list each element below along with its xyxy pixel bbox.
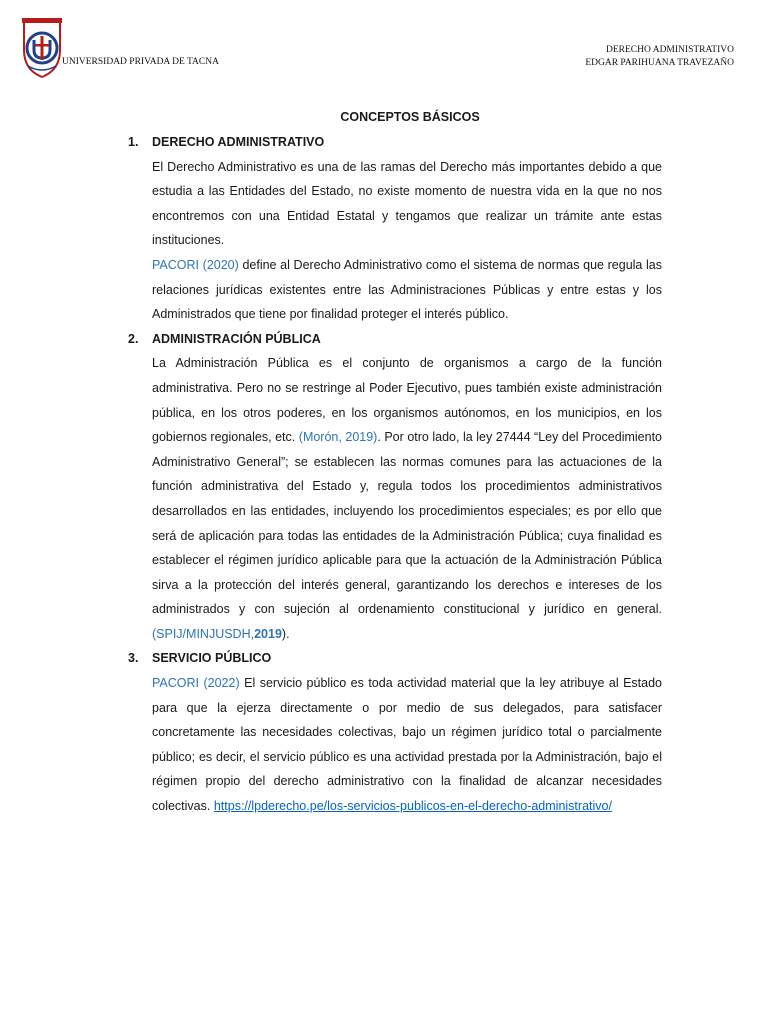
paragraph: El Derecho Administrativo es una de las ramas del Derecho más importantes debido a que estudia a las Entidades del Estado, no existe momento de nuestra vida en la que no nos encontremos con una Entidad Estatal y tengamos que realizar un trámite ante estas instituciones. — [152, 159, 662, 248]
section-heading — [128, 130, 662, 155]
citation — [152, 627, 282, 641]
university-name: UNIVERSIDAD PRIVADA DE TACNA — [62, 57, 219, 67]
paragraph — [152, 253, 662, 327]
paragraph-text: define al Derecho Administrativo como el sistema de normas que regula las relaciones jurídicas existentes entre las Administraciones Públicas y entre estas y los Administrados que tiene por finalidad proteger el interés público. — [152, 257, 663, 322]
author-name: EDGAR PARIHUANA TRAVEZAÑO — [585, 57, 734, 68]
citation: (Morón, 2019) — [298, 430, 378, 445]
section-title: ADMINISTRACIÓN PÚBLICA — [152, 331, 321, 346]
section-heading — [128, 646, 662, 671]
paragraph — [152, 671, 662, 819]
university-crest-icon — [20, 14, 64, 80]
section-title: DERECHO ADMINISTRATIVO — [152, 135, 325, 149]
document-body — [128, 108, 662, 819]
citation: PACORI (2022) — [152, 676, 240, 691]
document-title: CONCEPTOS BÁSICOS — [340, 110, 480, 124]
paragraph-text: . Por otro lado, la ley 27444 “Ley del Procedimiento Administrativo General”; se establecen las normas comunes para las actuaciones de la función administrativa del Estado y, regula todos los procedimientos administrativos desarrollados en las entidades, incluyendo los procedimientos especiales; es por ello que será de aplicación para todas las entidades de la Administración Pública; cuya finalidad es establecer el régimen jurídico aplicable para que la actuación de la Administración Pública sirva a la protección del interés general, garantizando los derechos e intereses de los administrados y con sujeción al ordenamiento constitucional y jurídico en general. — [152, 430, 662, 617]
section-number: 1. — [128, 135, 139, 149]
page-header — [0, 0, 768, 90]
citation: PACORI (2020) — [152, 257, 239, 272]
section-number: 2. — [128, 331, 139, 346]
course-name: DERECHO ADMINISTRATIVO — [606, 45, 734, 55]
section-heading — [128, 327, 662, 352]
paragraph-text: La Administración Pública es el conjunto de organismos a cargo de la función administrativa. Pero no se restringe al Poder Ejecutivo, pues también existe administración pública, en los otros poderes, en los organismos autónomos, en los municipios, en los gobiernos regionales, etc. — [152, 356, 662, 445]
citation-year: 2019 — [254, 626, 282, 641]
citation-part: (SPIJ/MINJUSDH, — [152, 626, 255, 641]
paragraph-text: ). — [281, 626, 290, 641]
paragraph-text: El servicio público es toda actividad material que la ley atribuye al Estado para que la ejerza directamente o por medio de sus delegados, para satisfacer concretamente las necesidades colectivas, bajo un régimen jurídico total o parcialmente público; es decir, el servicio público es una actividad prestada por la Administración, bajo el régimen propio del derecho administrativo con la finalidad de alcanzar necesidades colectivas. — [152, 676, 663, 814]
section-title: SERVICIO PÚBLICO — [152, 651, 272, 666]
source-link[interactable]: https://lpderecho.pe/los-servicios-publicos-en-el-derecho-administrativo/ — [213, 799, 612, 814]
paragraph — [152, 351, 662, 646]
section-number: 3. — [128, 651, 139, 666]
header-right — [585, 44, 734, 69]
